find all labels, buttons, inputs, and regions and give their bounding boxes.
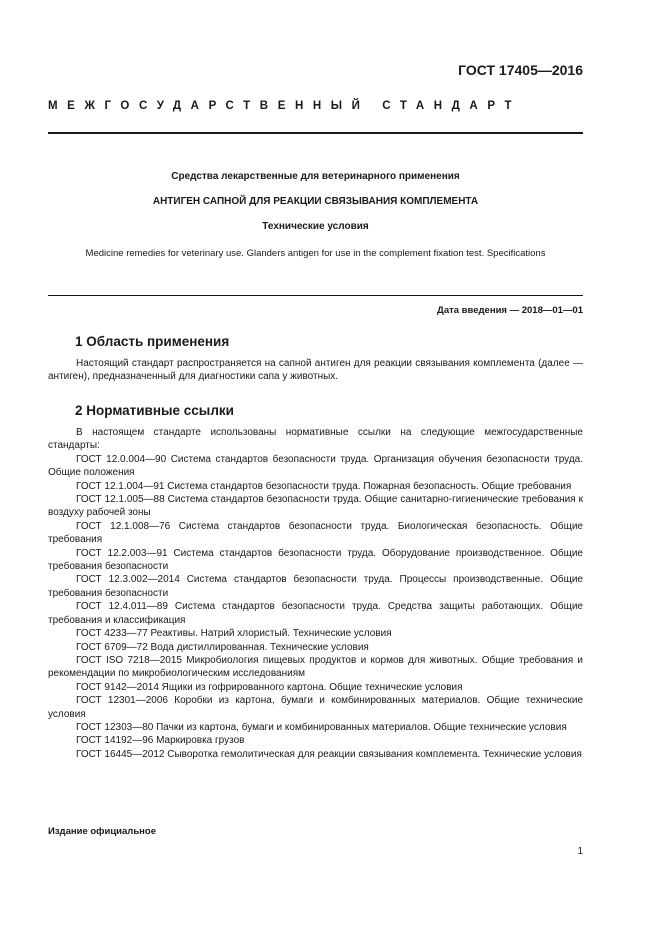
reference-paragraph: ГОСТ 6709—72 Вода дистиллированная. Технические условия <box>76 641 369 653</box>
reference-paragraph: ГОСТ 12301—2006 Коробки из картона, бумаги и комбинированных материалов. Общие технические условия <box>48 695 583 720</box>
interstate-standard-heading: МЕЖГОСУДАРСТВЕННЫЙ СТАНДАРТ <box>48 100 522 112</box>
document-subtitle: Средства лекарственные для ветеринарного применения <box>171 171 460 182</box>
title-rule <box>48 295 583 296</box>
reference-paragraph: ГОСТ 12.3.002—2014 Система стандартов безопасности труда. Процессы производственные. Общие требования безопасности <box>48 574 583 599</box>
page-number: 1 <box>577 846 583 857</box>
official-edition-label: Издание официальное <box>48 826 156 837</box>
document-title: АНТИГЕН САПНОЙ ДЛЯ РЕАКЦИИ СВЯЗЫВАНИЯ КОМПЛЕМЕНТА <box>152 196 479 207</box>
reference-paragraph: ГОСТ 16445—2012 Сыворотка гемолитическая для реакции связывания комплемента. Технические условия <box>76 748 582 760</box>
reference-paragraph: ГОСТ 4233—77 Реактивы. Натрий хлористый. Технические условия <box>76 628 392 640</box>
document-spec-label: Технические условия <box>262 221 369 232</box>
reference-paragraph: ГОСТ 12.1.005—88 Система стандартов безопасности труда. Общие санитарно-гигиенические требования к воздуху рабочей зоны <box>48 494 583 519</box>
english-title: Medicine remedies for veterinary use. Glanders antigen for use in the complement fixation test. Specifications <box>85 248 546 259</box>
reference-paragraph: ГОСТ 14192—96 Маркировка грузов <box>76 735 245 747</box>
reference-paragraph: В настоящем стандарте использованы нормативные ссылки на следующие межгосударственные стандарты: <box>48 427 583 452</box>
reference-paragraph: ГОСТ 12.0.004—90 Система стандартов безопасности труда. Организация обучения безопасности труда. Общие положения <box>48 453 583 479</box>
header-rule <box>48 132 583 134</box>
reference-paragraph: ГОСТ ISO 7218—2015 Микробиология пищевых продуктов и кормов для животных. Общие требования и рекомендации по микробиологическим исследованиям <box>48 654 583 680</box>
reference-paragraph: ГОСТ 12.1.004—91 Система стандартов безопасности труда. Пожарная безопасность. Общие требования <box>76 480 572 492</box>
introduction-date: Дата введения — 2018—01—01 <box>437 305 583 316</box>
reference-paragraph: ГОСТ 12.2.003—91 Система стандартов безопасности труда. Оборудование производственное. Общие требования безопасности <box>48 547 583 573</box>
reference-paragraph: ГОСТ 12.1.008—76 Система стандартов безопасности труда. Биологическая безопасность. Общие требования <box>48 520 583 546</box>
section-1-text <box>48 357 583 384</box>
reference-paragraph: ГОСТ 12.4.011—89 Система стандартов безопасности труда. Средства защиты работающих. Общие требования и классификация <box>48 601 583 626</box>
gost-number: ГОСТ 17405—2016 <box>458 62 583 78</box>
section-2-heading: 2 Нормативные ссылки <box>75 403 234 418</box>
section-1-heading: 1 Область применения <box>75 334 230 349</box>
section-1-paragraph: Настоящий стандарт распространяется на сапной антиген для реакции связывания комплемента (далее — антиген), предназначенный для диагностики сапа у животных. <box>48 358 583 383</box>
section-2-references <box>48 426 583 761</box>
reference-paragraph: ГОСТ 9142—2014 Ящики из гофрированного картона. Общие технические условия <box>76 681 463 693</box>
reference-paragraph: ГОСТ 12303—80 Пачки из картона, бумаги и комбинированных материалов. Общие технические условия <box>76 721 567 733</box>
